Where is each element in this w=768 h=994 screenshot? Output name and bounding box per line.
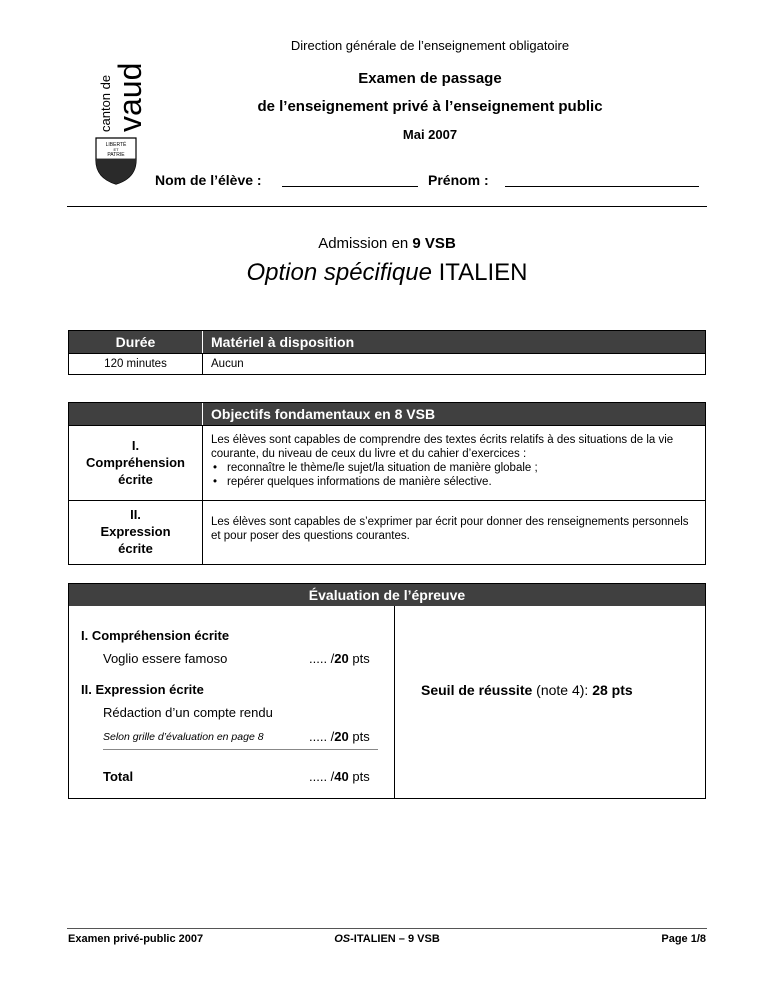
exam-title-1: Examen de passage (358, 70, 502, 87)
footer-left: Examen privé-public 2007 (68, 933, 204, 945)
option-subject: ITALIEN (438, 259, 528, 286)
shield-text-2: ET (113, 147, 119, 152)
logo-small-text: canton de (98, 74, 113, 132)
direction-text: Direction générale de l’enseignement obligatoire (290, 38, 570, 53)
logo-big-text: vaud (112, 62, 148, 132)
admission-prefix: Admission en (318, 235, 409, 252)
row2-label-1: Expression (100, 524, 171, 539)
admission-line (67, 235, 707, 252)
option-title (67, 259, 707, 287)
prenom-field[interactable] (505, 170, 699, 187)
exam-date: Mai 2007 (402, 127, 458, 142)
item1-label: Voglio essere famoso (103, 651, 228, 666)
item2-score: ..... /20 pts (309, 729, 370, 744)
nom-field[interactable] (282, 170, 418, 187)
row1-label-num: I. (131, 438, 140, 453)
footer-page-number: Page 1/8 (661, 933, 706, 945)
threshold-text: Seuil de réussite (note 4): 28 pts (421, 682, 633, 698)
section1-title: I. Compréhension écrite (81, 628, 230, 643)
total-label: Total (103, 769, 134, 784)
row1-label-2: écrite (118, 472, 153, 487)
row2-label-2: écrite (118, 541, 153, 556)
footer-divider (67, 928, 707, 929)
row1-bullets (211, 461, 701, 489)
item2-label: Rédaction d’un compte rendu (103, 705, 273, 720)
objectives-header: Objectifs fondamentaux en 8 VSB (211, 406, 436, 422)
nom-label: Nom de l’élève : (155, 172, 262, 188)
total-score: ..... /40 pts (309, 769, 370, 784)
row1-bullet: • repérer quelques informations de manière sélective. (211, 475, 701, 489)
shield-text-3: PATRIE (107, 152, 125, 158)
admission-level: 9 VSB (412, 235, 456, 252)
row1-content (211, 433, 701, 489)
shield-text-1: LIBERTÉ (105, 142, 127, 148)
row1-text: Les élèves sont capables de comprendre des textes écrits relatifs à des situations de la vie courante, du niveau de ceux du livre et du cahier d’exercices : (211, 434, 674, 460)
total-separator (103, 749, 378, 750)
table-objectives (68, 402, 706, 565)
header-divider (67, 206, 707, 207)
footer-center: OS-ITALIEN – 9 VSB (334, 933, 440, 945)
vaud-emblem-icon (88, 38, 148, 186)
row2-label (69, 506, 202, 557)
canton-vaud-logo (88, 38, 148, 186)
table-duration-material (68, 330, 706, 375)
exam-title-2: de l’enseignement privé à l’enseignement public (257, 98, 603, 115)
evaluation-header: Évaluation de l’épreuve (69, 584, 705, 606)
section2-title: II. Expression écrite (81, 682, 204, 697)
row1-label-1: Compréhension (86, 455, 185, 470)
row1-bullet: • reconnaître le thème/le sujet/la situation de manière globale ; (211, 461, 701, 475)
duration-value: 120 minutes (104, 358, 167, 370)
material-value: Aucun (211, 358, 244, 370)
prenom-label: Prénom : (428, 172, 489, 188)
row2-text: Les élèves sont capables de s’exprimer par écrit pour donner des renseignements personnels et pour poser des questions courantes. (211, 516, 689, 542)
material-header: Matériel à disposition (211, 334, 355, 350)
option-italic: Option spécifique (246, 259, 432, 286)
item1-score: ..... /20 pts (309, 651, 370, 666)
table-evaluation (68, 583, 706, 799)
item2-note: Selon grille d’évaluation en page 8 (103, 731, 264, 743)
row1-label (69, 437, 202, 488)
row2-label-num: II. (130, 507, 141, 522)
duration-header: Durée (115, 334, 156, 350)
